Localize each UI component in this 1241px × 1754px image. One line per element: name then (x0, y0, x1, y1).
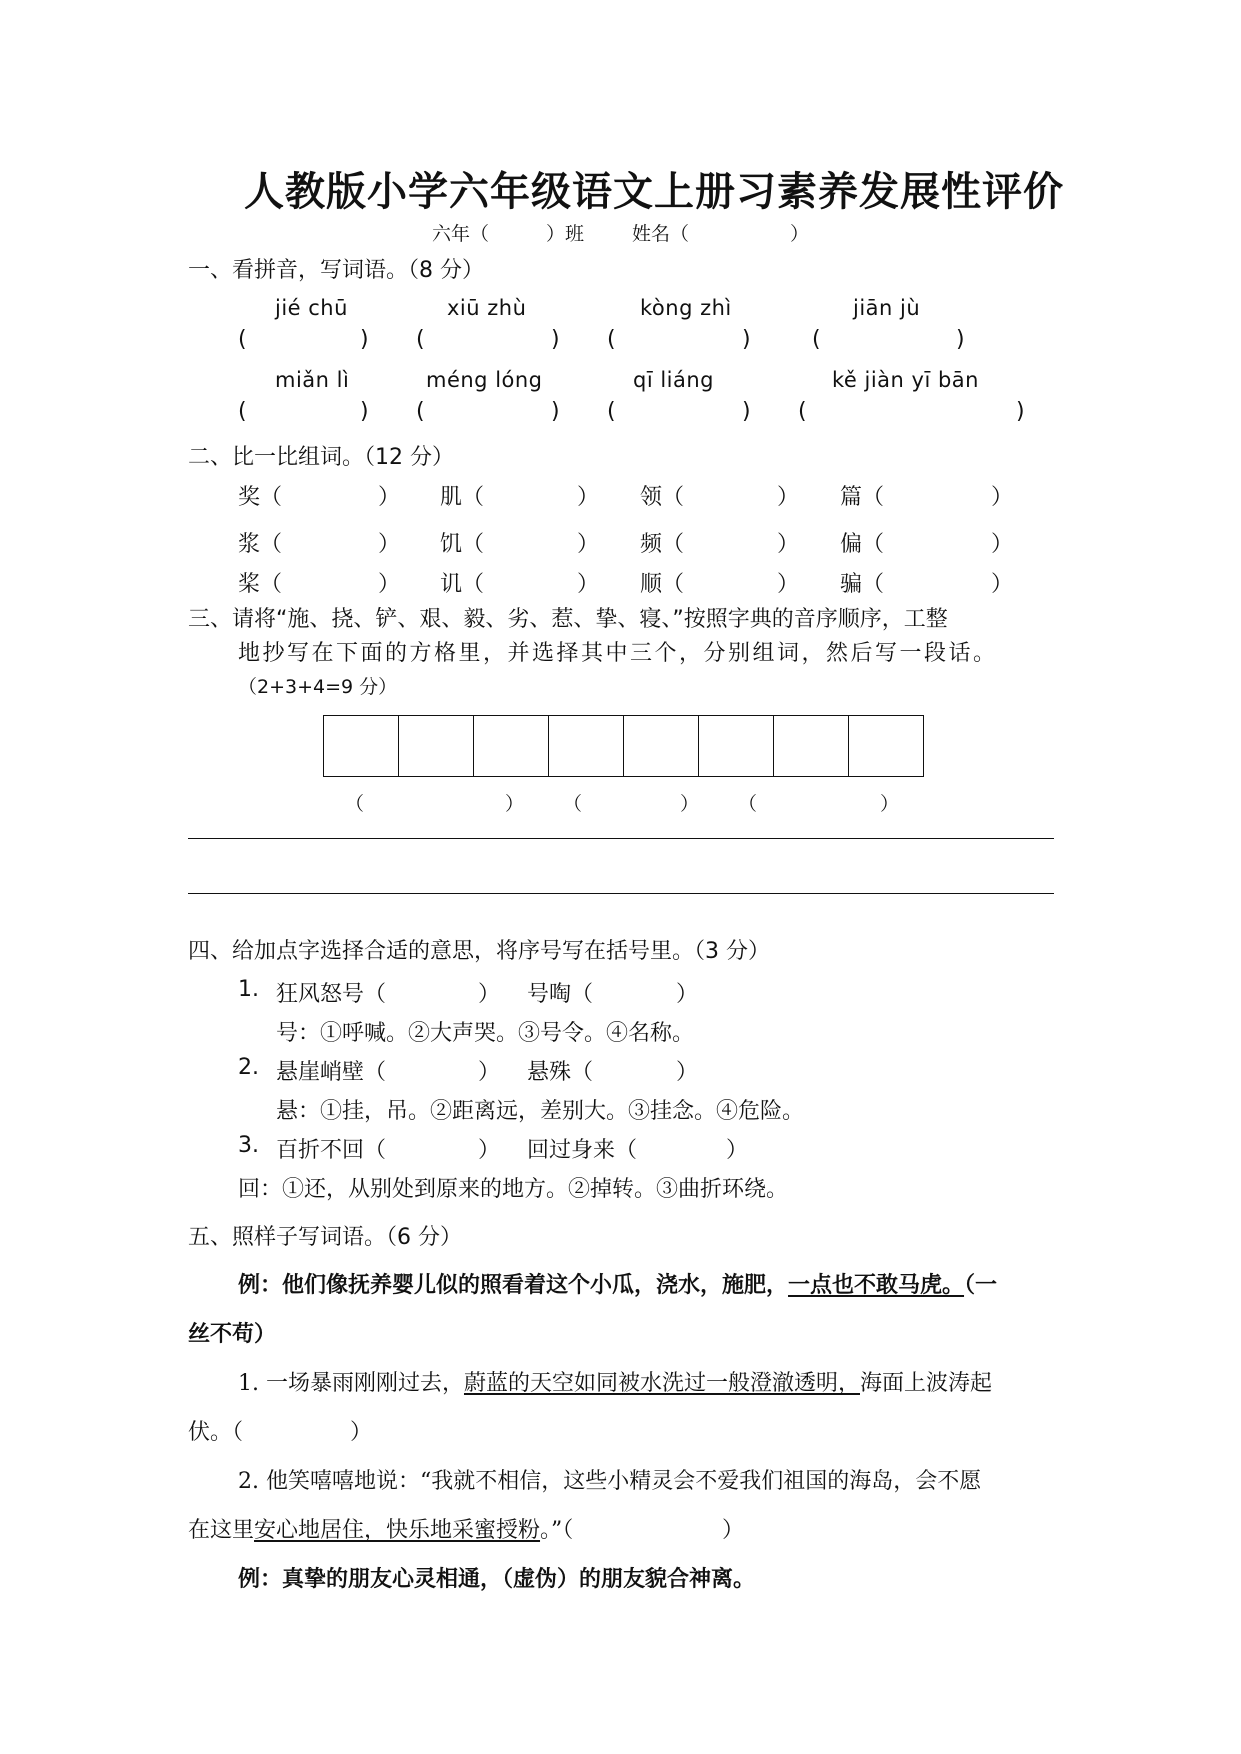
grid-cell[interactable] (549, 716, 624, 776)
section-2-heading: 二、比一比组词。（12 分） (188, 445, 454, 470)
answer-bracket-close: ） (478, 982, 501, 1007)
meaning-options: 悬：①挂，吊。②距离远，差别大。③挂念。④危险。 (276, 1099, 805, 1124)
question-1-line2: 伏。（ (188, 1420, 244, 1445)
grid-cell[interactable] (849, 716, 923, 776)
question-term: 号啕（ (527, 982, 594, 1007)
word-bracket-close: ） (378, 572, 401, 597)
grid-cell[interactable] (774, 716, 849, 776)
answer-bracket-close: ) (360, 399, 369, 424)
answer-bracket-open: ( (416, 399, 425, 424)
word-item: 偏（ (840, 532, 885, 557)
pinyin-item: jiān jù (853, 296, 921, 320)
word-bracket-close: ） (378, 532, 401, 557)
word-item: 奖（ (238, 485, 283, 510)
question-number: 3. (238, 1133, 259, 1158)
word-bracket-open: （ (738, 793, 758, 815)
section-3-heading: 三、请将“施、挠、铲、艰、毅、劣、惹、挚、寝、”按照字典的音序顺序，工整 (188, 607, 948, 632)
answer-bracket-open: ( (238, 327, 247, 352)
word-bracket-close: ） (680, 793, 700, 815)
answer-bracket-close: ） (350, 1420, 373, 1445)
grid-cell[interactable] (324, 716, 399, 776)
section-3-score: （2+3+4=9 分） (238, 676, 398, 698)
word-item: 肌（ (440, 485, 485, 510)
word-item: 篇（ (840, 485, 885, 510)
answer-bracket-close: ) (551, 327, 560, 352)
name-close: ） (790, 223, 810, 245)
answer-bracket-close: ） (478, 1138, 501, 1163)
question-term: 悬殊（ (527, 1060, 594, 1085)
underlined-phrase: 蔚蓝的天空如同被水洗过一般澄澈透明， (463, 1371, 860, 1396)
question-term: 狂风怒号（ (276, 982, 387, 1007)
answer-bracket-close: ) (956, 327, 965, 352)
writing-line[interactable] (188, 893, 1054, 894)
answer-bracket-close: ） (726, 1138, 749, 1163)
word-item: 骗（ (840, 572, 885, 597)
question-number: 1. (238, 977, 259, 1002)
grid-cell[interactable] (399, 716, 474, 776)
word-bracket-close: ） (777, 485, 800, 510)
answer-bracket-open: ( (812, 327, 821, 352)
example-2: 例：真挚的朋友心灵相通，（虚伪）的朋友貌合神离。 (238, 1566, 756, 1592)
answer-bracket-close: ) (551, 399, 560, 424)
question-text: 。”（ (540, 1518, 574, 1543)
underlined-phrase: 一点也不敢马虎。 (788, 1272, 965, 1298)
section-4-heading: 四、给加点字选择合适的意思，将序号写在括号里。（3 分） (188, 939, 770, 964)
pinyin-item: kě jiàn yī bān (832, 368, 979, 392)
word-bracket-close: ） (577, 485, 600, 510)
word-bracket-close: ） (577, 532, 600, 557)
word-item: 领（ (640, 485, 685, 510)
question-2: 2. 他笑嘻嘻地说：“我就不相信，这些小精灵会不爱我们祖国的海岛，会不愿 (238, 1469, 982, 1494)
meaning-options: 号：①呼喊。②大声哭。③号令。④名称。 (276, 1021, 695, 1046)
answer-bracket-close: ） (676, 982, 699, 1007)
question-text: 海面上波涛起 (860, 1371, 993, 1396)
class-label: ）班 (546, 223, 585, 245)
word-item: 讥（ (440, 572, 485, 597)
example-1-answer: 丝不苟） (188, 1321, 277, 1347)
answer-bracket-open: ( (238, 399, 247, 424)
grade-label: 六年（ (432, 223, 490, 245)
word-bracket-close: ） (991, 572, 1014, 597)
answer-bracket-open: ( (607, 399, 616, 424)
grid-cell[interactable] (474, 716, 549, 776)
word-bracket-open: （ (563, 793, 583, 815)
answer-bracket-close: ) (1016, 399, 1025, 424)
word-item: 饥（ (440, 532, 485, 557)
answer-bracket-close: ) (742, 327, 751, 352)
word-bracket-close: ） (991, 485, 1014, 510)
question-text: 在这里 (188, 1518, 255, 1543)
meaning-options: 回：①还，从别处到原来的地方。②掉转。③曲折环绕。 (238, 1177, 789, 1202)
word-bracket-close: ） (777, 532, 800, 557)
question-number: 2. (238, 1055, 259, 1080)
word-item: 频（ (640, 532, 685, 557)
pinyin-item: jié chū (275, 296, 348, 320)
word-bracket-close: ） (777, 572, 800, 597)
answer-bracket-close: ) (360, 327, 369, 352)
answer-bracket-open: ( (416, 327, 425, 352)
example-text: （一 (964, 1272, 998, 1298)
underlined-phrase: 安心地居住，快乐地采蜜授粉 (254, 1518, 541, 1543)
pinyin-item: qī liáng (633, 368, 715, 392)
word-item: 浆（ (238, 532, 283, 557)
answer-bracket-close: ） (676, 1060, 699, 1085)
word-item: 顺（ (640, 572, 685, 597)
grid-cell[interactable] (699, 716, 774, 776)
section-3-line2: 地抄写在下面的方格里，并选择其中三个，分别组词，然后写一段话。 (238, 641, 998, 666)
answer-bracket-open: ( (798, 399, 807, 424)
example-1 (238, 1268, 997, 1299)
word-bracket-close: ） (577, 572, 600, 597)
writing-grid (323, 715, 924, 777)
word-bracket-close: ） (991, 532, 1014, 557)
word-bracket-close: ） (505, 793, 525, 815)
question-2-line2 (188, 1513, 573, 1544)
question-1 (238, 1366, 992, 1397)
answer-bracket-open: ( (607, 327, 616, 352)
question-term: 回过身来（ (527, 1138, 638, 1163)
answer-bracket-close: ） (722, 1518, 745, 1543)
answer-bracket-close: ) (742, 399, 751, 424)
word-bracket-open: （ (345, 793, 365, 815)
pinyin-item: miǎn lì (275, 368, 350, 392)
word-bracket-close: ） (880, 793, 900, 815)
pinyin-item: méng lóng (426, 368, 543, 392)
writing-line[interactable] (188, 838, 1054, 839)
section-5-heading: 五、照样子写词语。（6 分） (188, 1225, 462, 1250)
question-term: 百折不回（ (276, 1138, 387, 1163)
word-item: 桨（ (238, 572, 283, 597)
page-title: 人教版小学六年级语文上册习素养发展性评价 (244, 168, 1064, 215)
question-term: 悬崖峭壁（ (276, 1060, 387, 1085)
example-text: 例：他们像抚养婴儿似的照看着这个小瓜，浇水，施肥， (238, 1272, 789, 1298)
answer-bracket-close: ） (478, 1060, 501, 1085)
name-label: 姓名（ (632, 223, 690, 245)
word-bracket-close: ） (378, 485, 401, 510)
pinyin-item: xiū zhù (447, 296, 527, 320)
question-text: 1. 一场暴雨刚刚过去， (238, 1371, 464, 1396)
section-1-heading: 一、看拼音，写词语。（8 分） (188, 258, 484, 283)
grid-cell[interactable] (624, 716, 699, 776)
pinyin-item: kòng zhì (640, 296, 732, 320)
